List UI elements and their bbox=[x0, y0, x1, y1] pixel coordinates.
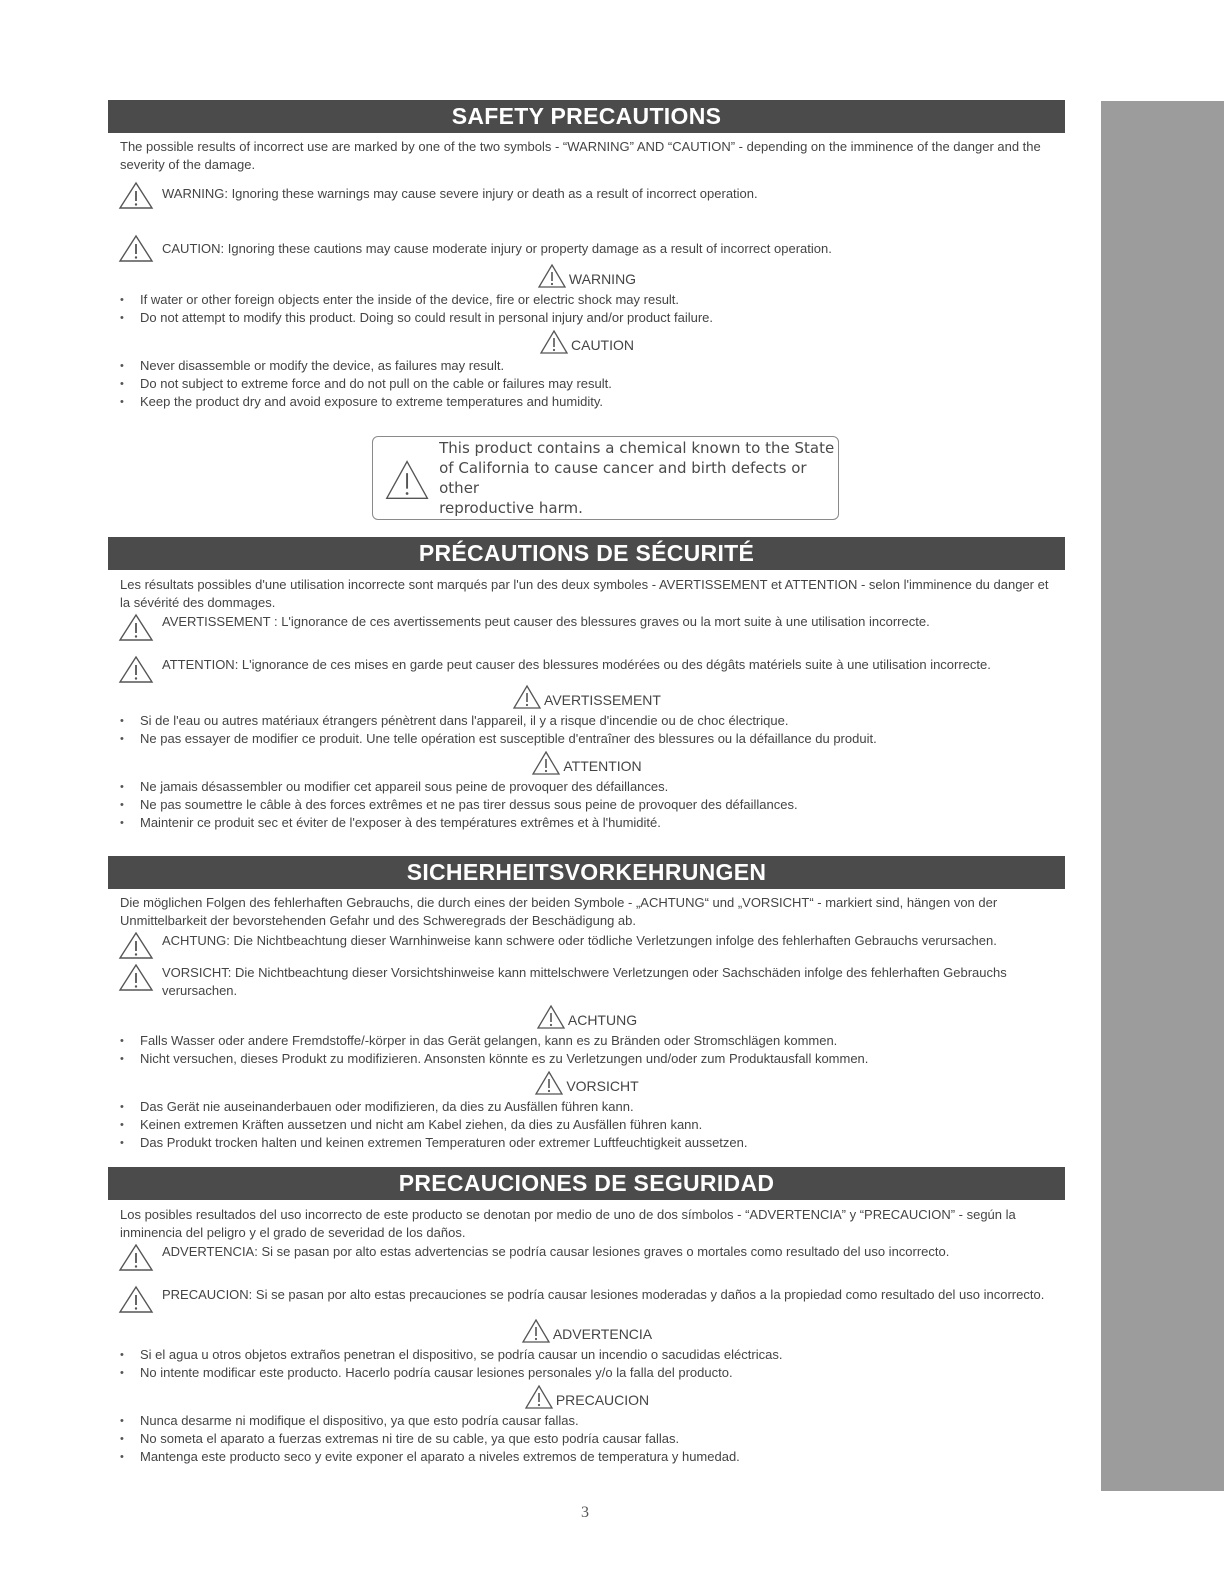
prop65-warning-box bbox=[372, 436, 839, 520]
warning-list bbox=[108, 1032, 1065, 1068]
warning-list bbox=[108, 1346, 1065, 1382]
caution-definition bbox=[108, 1284, 1065, 1314]
caution-triangle-icon bbox=[118, 233, 154, 263]
list-item: • Keep the product dry and avoid exposure to extreme temperatures and humidity. bbox=[120, 393, 1065, 411]
section-title: SAFETY PRECAUTIONS bbox=[108, 100, 1065, 133]
caution-heading bbox=[108, 329, 1065, 355]
warning-heading-label: WARNING bbox=[568, 271, 637, 287]
warning-heading-label: ADVERTENCIA bbox=[552, 1326, 653, 1342]
caution-triangle-icon bbox=[534, 1070, 564, 1096]
list-item: • If water or other foreign objects enter the inside of the device, fire or electric shock may result. bbox=[120, 291, 1065, 309]
prop65-line: This product contains a chemical known to the State bbox=[439, 439, 835, 457]
list-item: • Falls Wasser oder andere Fremdstoffe/-körper in das Gerät gelangen, kann es zu Bränden oder Stromschlägen kommen. bbox=[120, 1032, 1065, 1050]
list-item: • Do not attempt to modify this product. Doing so could result in personal injury and/or product failure. bbox=[120, 309, 1065, 327]
warning-definition-text: ACHTUNG: Die Nichtbeachtung dieser Warnhinweise kann schwere oder tödliche Verletzungen infolge des fehlerhaften Gebrauchs verursachen. bbox=[162, 933, 997, 948]
list-item: • Das Gerät nie auseinanderbauen oder modifizieren, da dies zu Ausfällen führen kann. bbox=[120, 1098, 1065, 1116]
caution-list bbox=[108, 778, 1065, 832]
section-title: SICHERHEITSVORKEHRUNGEN bbox=[108, 856, 1065, 889]
caution-triangle-icon bbox=[524, 1384, 554, 1410]
section-english bbox=[108, 100, 1065, 411]
list-item: • Das Produkt trocken halten und keinen extremen Temperaturen oder extremer Luftfeuchtigkeit aussetzen. bbox=[120, 1134, 1065, 1152]
section-title: PRÉCAUTIONS DE SÉCURITÉ bbox=[108, 537, 1065, 570]
caution-heading bbox=[108, 750, 1065, 776]
caution-heading bbox=[108, 1070, 1065, 1096]
warning-heading bbox=[108, 1004, 1065, 1030]
warning-heading-label: ACHTUNG bbox=[567, 1012, 638, 1028]
list-item: • No intente modificar este producto. Hacerlo podría causar lesiones personales y/o la falla del producto. bbox=[120, 1364, 1065, 1382]
warning-triangle-icon bbox=[512, 684, 542, 710]
warning-list bbox=[108, 291, 1065, 327]
list-item: • Never disassemble or modify the device, as failures may result. bbox=[120, 357, 1065, 375]
list-item: • Nicht versuchen, dieses Produkt zu modifizieren. Ansonsten könnte es zu Verletzungen und/oder zum Produktausfall kommen. bbox=[120, 1050, 1065, 1068]
list-item: • Ne pas soumettre le câble à des forces extrêmes et ne pas tirer dessus sous peine de provoquer des défaillances. bbox=[120, 796, 1065, 814]
warning-definition-text: AVERTISSEMENT : L'ignorance de ces avertissements peut causer des blessures graves ou la mort suite à une utilisation incorrecte. bbox=[162, 614, 930, 629]
warning-triangle-icon bbox=[118, 930, 154, 960]
section-intro: The possible results of incorrect use are marked by one of the two symbols - “WARNING” AND “CAUTION” - depending on the imminence of the danger and the severity of the damage. bbox=[120, 139, 1041, 172]
warning-definition bbox=[108, 612, 1065, 642]
warning-list bbox=[108, 712, 1065, 748]
prop65-line: reproductive harm. bbox=[439, 499, 583, 517]
warning-triangle-icon bbox=[521, 1318, 551, 1344]
warning-triangle-icon bbox=[379, 449, 435, 507]
section-intro: Les résultats possibles d'une utilisation incorrecte sont marqués par l'un des deux symboles - AVERTISSEMENT et ATTENTION - selon l'imminence du danger et la sévérité des dommages. bbox=[120, 577, 1049, 610]
caution-heading-label: PRECAUCION bbox=[555, 1392, 650, 1408]
warning-heading bbox=[108, 263, 1065, 289]
warning-definition bbox=[108, 180, 1065, 210]
caution-definition-text: PRECAUCION: Si se pasan por alto estas precauciones se podría causar lesiones moderadas y daños a la propiedad como resultado del uso incorrecto. bbox=[162, 1287, 1045, 1302]
section-intro: Die möglichen Folgen des fehlerhaften Gebrauchs, die durch eines der beiden Symbole - „ACHTUNG“ und „VORSICHT“ - markiert sind, hängen von der Unmittelbarkeit der bevorstehenden Gefahr und des Schweregrads der Beschädigung ab. bbox=[120, 895, 998, 928]
section-title: PRECAUCIONES DE SEGURIDAD bbox=[108, 1167, 1065, 1200]
caution-definition bbox=[108, 962, 1065, 1000]
list-item: • No someta el aparato a fuerzas extremas ni tire de su cable, ya que esto podría causar fallas. bbox=[120, 1430, 1065, 1448]
list-item: • Si el agua u otros objetos extraños penetran el dispositivo, se podría causar un incendio o sacudidas eléctricas. bbox=[120, 1346, 1065, 1364]
prop65-text bbox=[439, 438, 838, 518]
warning-heading bbox=[108, 684, 1065, 710]
list-item: • Ne jamais désassembler ou modifier cet appareil sous peine de provoquer des défaillances. bbox=[120, 778, 1065, 796]
caution-triangle-icon bbox=[531, 750, 561, 776]
caution-list bbox=[108, 1098, 1065, 1152]
caution-heading-label: CAUTION bbox=[571, 337, 634, 353]
caution-definition-text: VORSICHT: Die Nichtbeachtung dieser Vorsichtshinweise kann mittelschwere Verletzungen oder Sachschäden infolge des fehlerhaften Gebrauchs verursachen. bbox=[162, 965, 1007, 998]
caution-triangle-icon bbox=[118, 962, 154, 992]
warning-triangle-icon bbox=[536, 1004, 566, 1030]
list-item: • Nunca desarme ni modifique el dispositivo, ya que esto podría causar fallas. bbox=[120, 1412, 1065, 1430]
section-intro: Los posibles resultados del uso incorrecto de este producto se denotan por medio de uno de dos símbolos - “ADVERTENCIA” y “PRECAUCION” - según la inminencia del peligro y el grado de severidad de los daños. bbox=[120, 1207, 1016, 1240]
warning-triangle-icon bbox=[537, 263, 567, 289]
side-tab-bar bbox=[1101, 101, 1224, 1491]
caution-heading-label: ATTENTION bbox=[563, 758, 642, 774]
page-number: 3 bbox=[581, 1504, 589, 1521]
warning-heading bbox=[108, 1318, 1065, 1344]
list-item: • Maintenir ce produit sec et éviter de l'exposer à des températures extrêmes et à l'humidité. bbox=[120, 814, 1065, 832]
caution-list bbox=[108, 1412, 1065, 1466]
caution-heading-label: VORSICHT bbox=[566, 1078, 639, 1094]
warning-definition-text: WARNING: Ignoring these warnings may cause severe injury or death as a result of incorrect operation. bbox=[162, 186, 758, 201]
caution-triangle-icon bbox=[539, 329, 569, 355]
section-french bbox=[108, 537, 1065, 832]
warning-definition-text: ADVERTENCIA: Si se pasan por alto estas advertencias se podría causar lesiones graves o mortales como resultado del uso incorrecto. bbox=[162, 1244, 950, 1259]
list-item: • Keinen extremen Kräften aussetzen und nicht am Kabel ziehen, da dies zu Ausfällen führen kann. bbox=[120, 1116, 1065, 1134]
caution-definition-text: CAUTION: Ignoring these cautions may cause moderate injury or property damage as a result of incorrect operation. bbox=[162, 241, 832, 256]
warning-triangle-icon bbox=[118, 1242, 154, 1272]
list-item: • Si de l'eau ou autres matériaux étrangers pénètrent dans l'appareil, il y a risque d'incendie ou de choc électrique. bbox=[120, 712, 1065, 730]
section-german bbox=[108, 856, 1065, 1152]
caution-definition bbox=[108, 233, 1065, 263]
caution-triangle-icon bbox=[118, 1284, 154, 1314]
list-item: • Do not subject to extreme force and do not pull on the cable or failures may result. bbox=[120, 375, 1065, 393]
warning-triangle-icon bbox=[118, 612, 154, 642]
caution-definition bbox=[108, 654, 1065, 684]
warning-definition bbox=[108, 1242, 1065, 1272]
caution-list bbox=[108, 357, 1065, 411]
prop65-line: of California to cause cancer and birth defects or other bbox=[439, 459, 807, 497]
list-item: • Ne pas essayer de modifier ce produit. Une telle opération est susceptible d'entraîner des blessures ou la défaillance du produit. bbox=[120, 730, 1065, 748]
warning-triangle-icon bbox=[118, 180, 154, 210]
warning-heading-label: AVERTISSEMENT bbox=[544, 692, 661, 708]
list-item: • Mantenga este producto seco y evite exponer el aparato a niveles extremos de temperatura y humedad. bbox=[120, 1448, 1065, 1466]
warning-definition bbox=[108, 930, 1065, 960]
caution-definition-text: ATTENTION: L'ignorance de ces mises en garde peut causer des blessures modérées ou des dégâts matériels suite à une utilisation incorrecte. bbox=[162, 657, 991, 672]
caution-triangle-icon bbox=[118, 654, 154, 684]
caution-heading bbox=[108, 1384, 1065, 1410]
section-spanish bbox=[108, 1167, 1065, 1466]
